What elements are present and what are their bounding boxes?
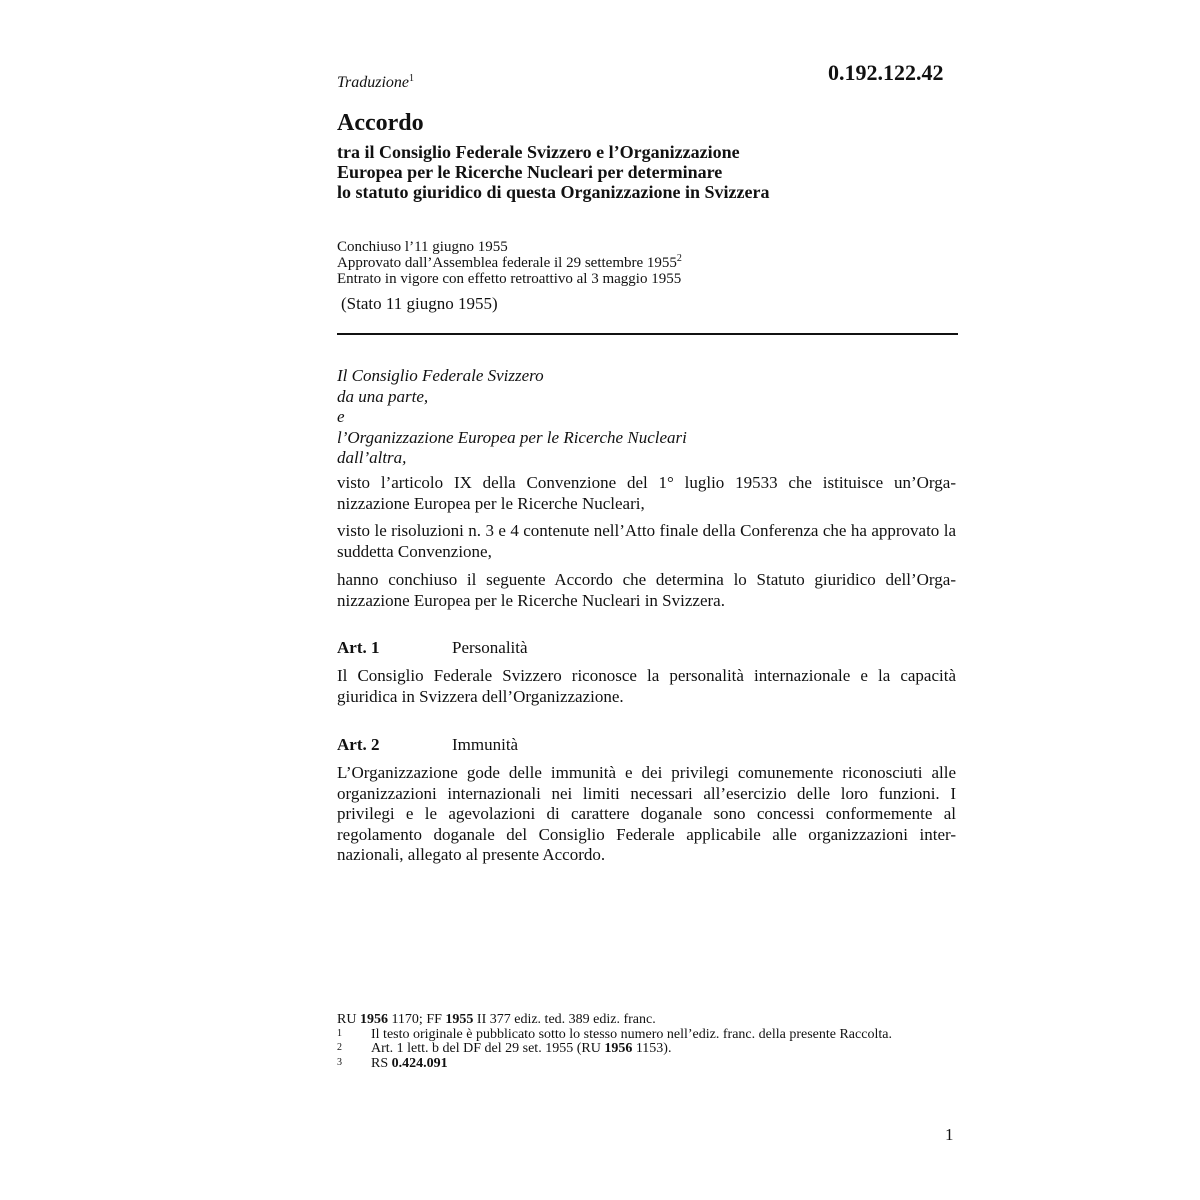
article-number: Art. 2 (337, 735, 380, 754)
article-title: Immunità (452, 735, 519, 754)
approved-date: Approvato dall’Assemblea federale il 29 settembre 1955$^2$ (337, 253, 682, 271)
page-number: 1 (945, 1125, 954, 1144)
footnote-text: Il testo originale è pubblicato sotto lo stesso numero nell’ediz. franc. della presente Raccolta. (371, 1026, 892, 1042)
document-title: Accordo (337, 110, 424, 136)
preamble-paragraph: visto le risoluzioni n. 3 e 4 contenute nell’Atto finale della Conferenza che ha approvato la suddetta Convenzione, (337, 521, 956, 561)
in-force-date: Entrato in vigore con effetto retroattivo al 3 maggio 1955 (337, 271, 682, 287)
footnote-text: Art. 1 lett. b del DF del 29 set. 1955 (RU 1956 1153). (371, 1041, 672, 1056)
status-date: (Stato 11 giugno 1955) (341, 294, 498, 313)
divider (337, 333, 958, 335)
footnote-item (337, 1042, 957, 1057)
source-reference: RU 1956 1170; FF 1955 II 377 ediz. ted. 389 ediz. franc. (337, 1012, 656, 1027)
concluded-date: Conchiuso l’11 giugno 1955 (337, 239, 508, 255)
translation-label: Traduzione$^1$ (337, 73, 415, 91)
preamble-paragraph: hanno conchiuso il seguente Accordo che determina lo Statuto giuridico dell’Orga-nizzazione Europea per le Ricerche Nucleari in Svizzera. (337, 570, 956, 610)
footnote-ref[interactable]: 1 (409, 73, 415, 84)
footnote-item (337, 1057, 957, 1072)
article-number: Art. 1 (337, 638, 380, 657)
article-text: Il Consiglio Federale Svizzero riconosce la personalità internazionale e la capacità giuridica in Svizzera dell’Organizzazione. (337, 666, 956, 706)
dates-block (337, 239, 682, 287)
article-title: Personalità (452, 638, 528, 657)
article-text: L’Organizzazione gode delle immunità e dei privilegi comunemente riconosciuti alle organizzazioni internazionali nei limiti necessari all’esercizio delle loro funzioni. I privilegi e le agevolazioni di carattere doganale sono concessi conformemente al regolamento doganale del Consiglio Federale applicabile alle organizzazioni inter-nazionali, allegato al presente Accordo. (337, 763, 956, 864)
parties-block: Il Consiglio Federale Svizzero da una parte, e l’Organizzazione Europea per le Ricerche Nucleari dall’altra, (337, 366, 687, 467)
footnote-mark: 2 (337, 1042, 342, 1053)
footnotes (337, 1013, 957, 1071)
preamble-paragraph: visto l’articolo IX della Convenzione del 1° luglio 19533 che istituisce un’Orga-nizzazione Europea per le Ricerche Nucleari, (337, 473, 956, 513)
footnote-ref[interactable]: 2 (676, 253, 682, 264)
footnote-text: RS 0.424.091 (371, 1055, 448, 1071)
footnote-mark: 1 (337, 1027, 342, 1039)
document-number: 0.192.122.42 (828, 60, 944, 85)
footnote-mark: 3 (337, 1056, 342, 1068)
document-subtitle: tra il Consiglio Federale Svizzero e l’Organizzazione Europea per le Ricerche Nucleari per determinare lo statuto giuridico di questa Organizzazione in Svizzera (337, 142, 770, 202)
footnote-item (337, 1028, 957, 1043)
